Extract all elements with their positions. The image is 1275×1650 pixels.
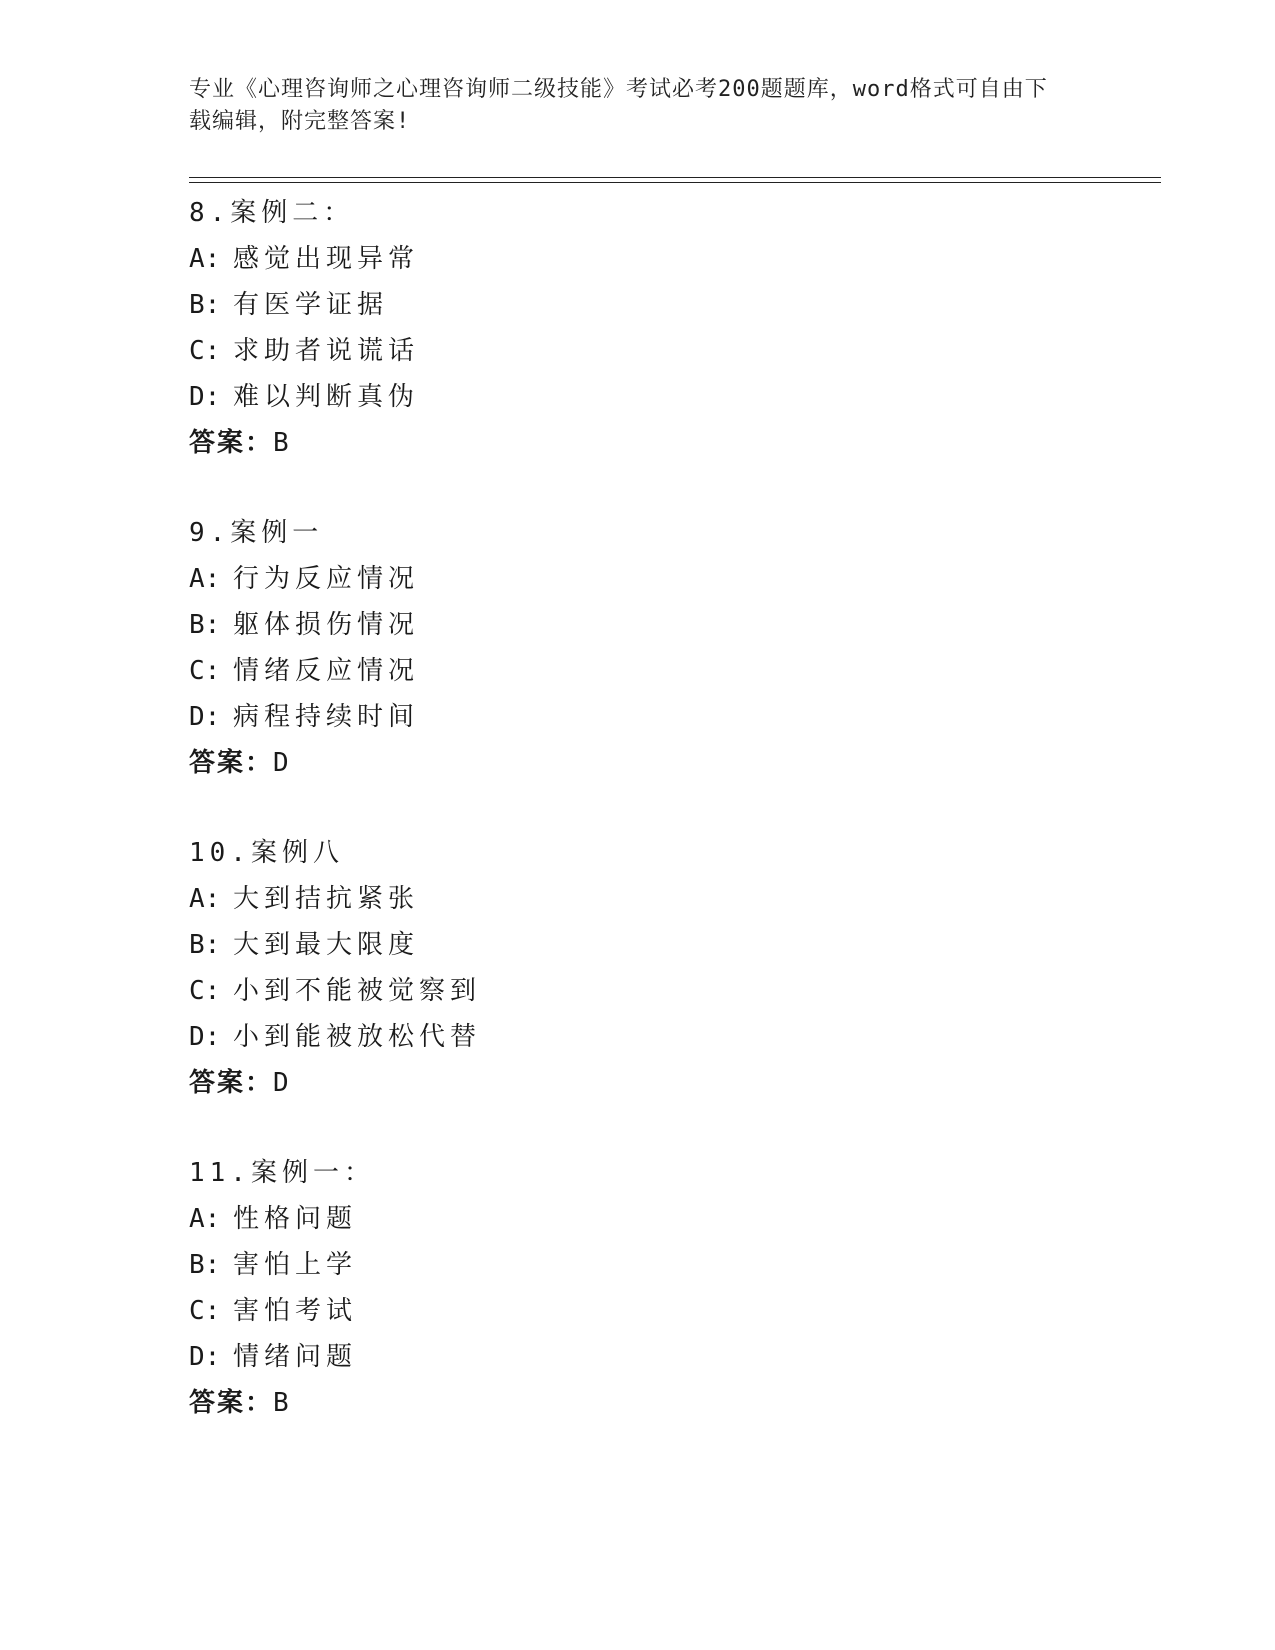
option-a <box>189 876 1089 922</box>
option-b <box>189 922 1089 968</box>
answer-label: 答案： <box>189 748 274 778</box>
option-text: 情绪问题 <box>233 1342 358 1372</box>
option-key: A: <box>189 564 221 594</box>
question-block <box>189 1150 1089 1426</box>
question-title: 8.案例二： <box>189 198 355 228</box>
option-text: 大到拮抗紧张 <box>233 884 420 914</box>
option-key: B: <box>189 610 221 640</box>
option-key: D: <box>189 1342 221 1372</box>
option-key: B: <box>189 930 221 960</box>
question-title: 9.案例一 <box>189 518 324 548</box>
option-text: 小到不能被觉察到 <box>233 976 482 1006</box>
option-a <box>189 556 1089 602</box>
option-key: C: <box>189 656 221 686</box>
option-text: 性格问题 <box>233 1204 358 1234</box>
header-divider-top <box>189 177 1161 178</box>
answer-line <box>189 420 1089 466</box>
answer-value: B <box>273 428 291 458</box>
option-key: C: <box>189 336 221 366</box>
option-text: 感觉出现异常 <box>233 244 420 274</box>
option-key: B: <box>189 290 221 320</box>
option-key: C: <box>189 976 221 1006</box>
answer-line <box>189 740 1089 786</box>
option-text: 病程持续时间 <box>233 702 420 732</box>
option-a <box>189 236 1089 282</box>
option-key: C: <box>189 1296 221 1326</box>
option-text: 小到能被放松代替 <box>233 1022 482 1052</box>
answer-label: 答案： <box>189 428 274 458</box>
header-divider-bottom <box>189 182 1161 183</box>
option-text: 求助者说谎话 <box>233 336 420 366</box>
option-text: 躯体损伤情况 <box>233 610 420 640</box>
answer-value: D <box>273 1068 291 1098</box>
option-c <box>189 328 1089 374</box>
question-block <box>189 830 1089 1106</box>
option-text: 难以判断真伪 <box>233 382 420 412</box>
question-block <box>189 190 1089 466</box>
option-text: 情绪反应情况 <box>233 656 420 686</box>
option-text: 害怕上学 <box>233 1250 358 1280</box>
option-b <box>189 1242 1089 1288</box>
answer-line <box>189 1060 1089 1106</box>
question-block <box>189 510 1089 786</box>
option-d <box>189 694 1089 740</box>
option-text: 行为反应情况 <box>233 564 420 594</box>
option-a <box>189 1196 1089 1242</box>
option-c <box>189 1288 1089 1334</box>
option-c <box>189 648 1089 694</box>
option-text: 有医学证据 <box>233 290 389 320</box>
question-title: 10.案例八 <box>189 838 344 868</box>
option-d <box>189 1014 1089 1060</box>
answer-value: D <box>273 748 291 778</box>
option-key: D: <box>189 702 221 732</box>
option-key: A: <box>189 884 221 914</box>
option-text: 大到最大限度 <box>233 930 420 960</box>
option-b <box>189 602 1089 648</box>
option-d <box>189 1334 1089 1380</box>
answer-value: B <box>273 1388 291 1418</box>
option-key: A: <box>189 1204 221 1234</box>
answer-line <box>189 1380 1089 1426</box>
option-text: 害怕考试 <box>233 1296 358 1326</box>
answer-label: 答案： <box>189 1388 274 1418</box>
option-key: B: <box>189 1250 221 1280</box>
option-key: D: <box>189 1022 221 1052</box>
document-intro: 专业《心理咨询师之心理咨询师二级技能》考试必考200题题库，word格式可自由下载编辑，附完整答案! <box>189 77 1048 134</box>
option-c <box>189 968 1089 1014</box>
option-key: D: <box>189 382 221 412</box>
answer-label: 答案： <box>189 1068 274 1098</box>
question-title: 11.案例一： <box>189 1158 375 1188</box>
option-b <box>189 282 1089 328</box>
option-key: A: <box>189 244 221 274</box>
option-d <box>189 374 1089 420</box>
